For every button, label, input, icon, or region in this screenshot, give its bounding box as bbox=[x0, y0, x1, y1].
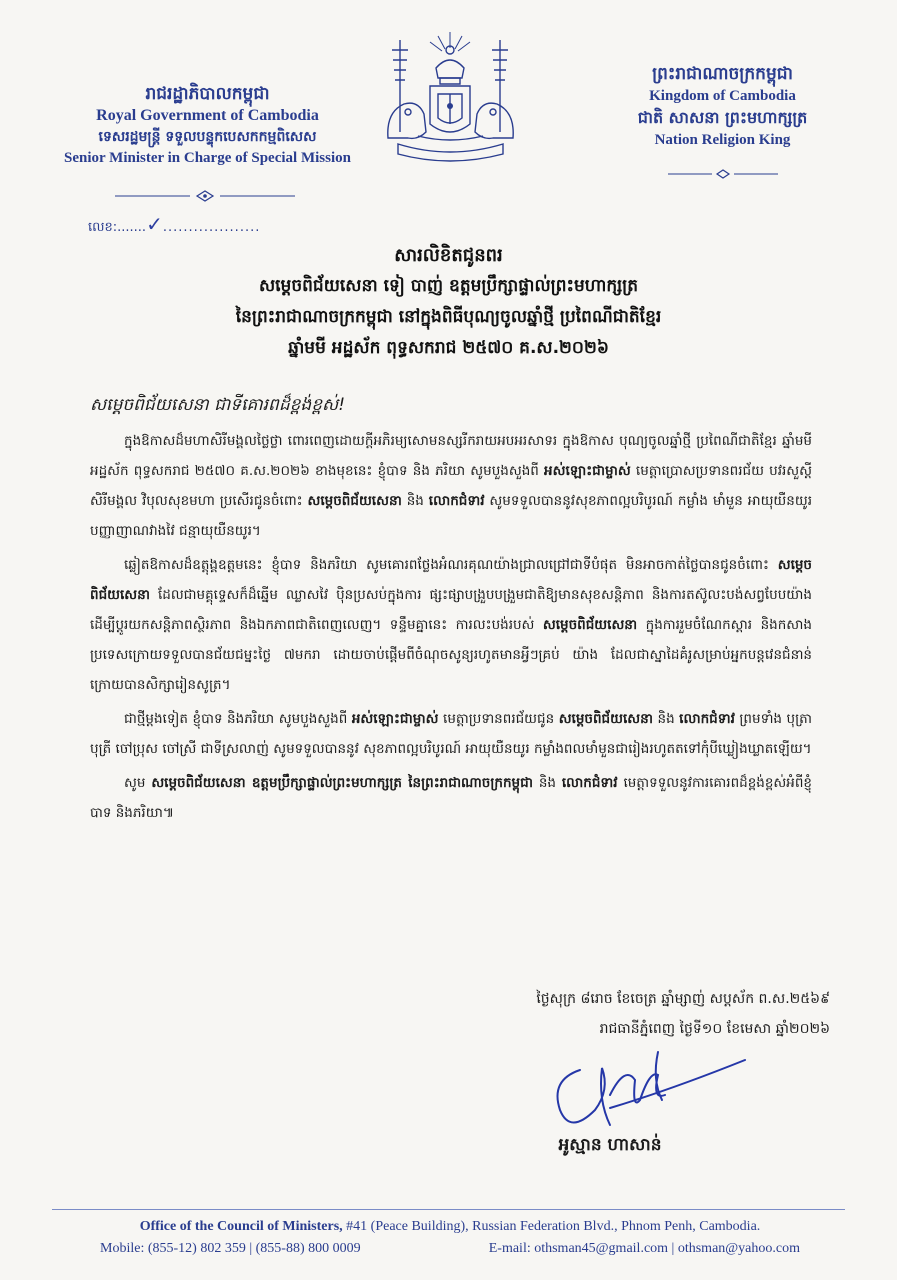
footer bbox=[70, 1216, 830, 1260]
p3-text: ជាថ្មីម្តងទៀត ខ្ញុំបាទ និងភរិយា សូមបួងសួងពី bbox=[124, 711, 352, 727]
paragraph-2 bbox=[90, 550, 812, 700]
ornament-divider-icon bbox=[668, 168, 778, 180]
title-line-4: ឆ្នាំមមី អដ្ឋស័ក ពុទ្ធសករាជ ២៥៧០ គ.ស.២០២៦ bbox=[288, 338, 609, 358]
kh-government-title: រាជរដ្ឋាភិបាលកម្ពុជា bbox=[145, 84, 270, 104]
footer-address-text: #41 (Peace Building), Russian Federation Blvd., Phnom Penh, Cambodia. bbox=[342, 1219, 761, 1234]
p3-text: មេត្តាប្រទានពរជ័យជូន bbox=[438, 711, 559, 727]
p3-emphasis: អស់ឡោះជាម្ចាស់ bbox=[351, 711, 439, 727]
date-block bbox=[440, 984, 830, 1044]
p4-text: មេត្តាទទួលនូវការគោរពដ៏ខ្ពង់ខ្ពស់អំពីខ្ញុំបាទ និងភរិយា៕ bbox=[90, 775, 812, 821]
p4-text: សូម bbox=[124, 775, 152, 791]
title-line-3: នៃព្រះរាជាណាចក្រកម្ពុជា នៅក្នុងពិធីបុណ្យចូលឆ្នាំថ្មី ប្រពៃណីជាតិខ្មែរ bbox=[235, 307, 662, 327]
p3-text: ព្រមទាំង បុត្រា បុត្រី ចៅប្រុស ចៅស្រី ជាទីស្រលាញ់ សូមទទួលបាននូវ សុខភាពល្អបរិបូរណ៍ អាយុយឺនយូរ កម្លាំងពលមាំមួនជារៀងរហូតតទៅកុំបីឃ្លៀងឃ្លាតឡើយ។ bbox=[90, 711, 812, 757]
p2-text: ដែលជាមគ្គុទ្ទេសក៏ដ៏ឆ្នើម ឈ្លាសវៃ ប៉ិនប្រសប់ក្នុងការ ផ្សះផ្សាបង្រួបបង្រួមជាតិឱ្យមានសុខសន្តិភាព និងការតស៊ូលះបង់សព្វបែបយ៉ាងដើម្បីប្តូរយកសន្តិភាពស្ថិរភាព និងឯកភាពជាតិពេញលេញ។ ទន្ទឹមគ្នានេះ ការលះបង់របស់ bbox=[90, 587, 812, 633]
letterhead-right bbox=[590, 62, 855, 150]
p3-emphasis: សម្តេចពិជ័យសេនា bbox=[558, 711, 653, 727]
letter-title bbox=[90, 240, 807, 364]
reference-check-mark: ✓ bbox=[146, 212, 163, 236]
title-line-1: សារលិខិតជូនពរ bbox=[394, 245, 503, 266]
en-national-motto: Nation Religion King bbox=[654, 132, 791, 148]
paragraph-3 bbox=[90, 704, 812, 764]
en-government-title: Royal Government of Cambodia bbox=[96, 107, 319, 124]
place-and-date: រាជធានីភ្នំពេញ ថ្ងៃទី១០ ខែមេសា ឆ្នាំ២០២៦ bbox=[599, 1021, 830, 1037]
p1-emphasis: លោកជំទាវ bbox=[428, 493, 485, 509]
p4-text: និង bbox=[532, 775, 562, 791]
salutation: សម្តេចពិជ័យសេនា ជាទីគោរពដ៏ខ្ពង់ខ្ពស់! bbox=[90, 395, 346, 415]
kh-office-title: ទេសរដ្ឋមន្ត្រី ទទួលបន្ទុកបេសកកម្មពិសេស bbox=[98, 129, 317, 145]
footer-email: E-mail: othsman45@gmail.com | othsman@yahoo.com bbox=[488, 1241, 800, 1256]
letterhead-left bbox=[30, 82, 385, 168]
p2-text: ក្នុងការរួមចំណែកស្តារ និងកសាងប្រទេសក្រោយទទួលបានជ័យជម្នះថ្ងៃ ៧មករា ដោយចាប់ផ្តើមពីចំណុចសូន្យរហូតមានអ្វីៗគ្រប់ យ៉ាង ដែលជាស្នាដៃគំរូសម្រាប់អ្នកបន្តវេនជំនាន់ក្រោយបានសិក្សារៀនសូត្រ។ bbox=[90, 617, 812, 693]
p1-emphasis: សម្តេចពិជ័យសេនា bbox=[307, 493, 402, 509]
p3-emphasis: លោកជំទាវ bbox=[679, 711, 735, 727]
p1-text: និង bbox=[401, 493, 429, 509]
p3-text: និង bbox=[652, 711, 680, 727]
paragraph-4 bbox=[90, 768, 812, 828]
en-office-title: Senior Minister in Charge of Special Mission bbox=[64, 150, 351, 166]
en-kingdom-title: Kingdom of Cambodia bbox=[649, 88, 796, 104]
kh-kingdom-title: ព្រះរាជាណាចក្រកម្ពុជា bbox=[652, 64, 793, 84]
p2-text: ឆ្លៀតឱកាសដ៏ឧត្តុង្គឧត្តមនេះ ខ្ញុំបាទ និងភរិយា សូមគោរពថ្លែងអំណរគុណយ៉ាងជ្រាលជ្រៅជាទីបំផុត មិនអាចកាត់ថ្លៃបានជូនចំពោះ bbox=[124, 557, 778, 573]
paragraph-1 bbox=[90, 426, 812, 546]
title-line-2: សម្តេចពិជ័យសេនា ទៀ បាញ់ ឧត្តមប្រឹក្សាផ្ទាល់ព្រះមហាក្សត្រ bbox=[258, 276, 639, 296]
royal-coat-of-arms-icon bbox=[378, 28, 523, 168]
signer-name: អូស្មាន ហាសាន់ bbox=[558, 1135, 662, 1155]
footer-contacts bbox=[70, 1238, 830, 1260]
p2-emphasis: សម្តេចពិជ័យសេនា bbox=[90, 557, 812, 603]
kh-national-motto: ជាតិ សាសនា ព្រះមហាក្សត្រ bbox=[637, 108, 808, 127]
p4-emphasis: សម្តេចពិជ័យសេនា ឧត្តមប្រឹក្សាផ្ទាល់ព្រះមហាក្សត្រ នៃព្រះរាជាណាចក្រកម្ពុជា bbox=[151, 775, 533, 791]
footer-address bbox=[70, 1216, 830, 1238]
p1-text: មេត្តាប្រោសប្រទានពរជ័យ បវរសួស្តី សិរីមង្គល វិបុលសុខមហា ប្រសើរជូនចំពោះ bbox=[90, 463, 812, 509]
reference-label: លេខ:....... bbox=[88, 220, 147, 235]
footer-mobile: Mobile: (855-12) 802 359 | (855-88) 800 0009 bbox=[100, 1241, 361, 1256]
p2-emphasis: សម្តេចពិជ័យសេនា bbox=[542, 617, 638, 633]
p1-emphasis: អស់ឡោះជាម្ចាស់ bbox=[544, 463, 631, 479]
p4-emphasis: លោកជំទាវ bbox=[561, 775, 618, 791]
reference-dots: ................... bbox=[162, 220, 261, 235]
letter-body bbox=[90, 426, 812, 832]
p1-text: ក្នុងឱកាសដ៏មហាសិរីមង្គលថ្លៃថ្លា ពោរពេញដោយក្តីអភិរម្យសោមនស្សរីករាយអបអរសាទរ ក្នុងឱកាស បុណ្យចូលឆ្នាំថ្មី ប្រពៃណីជាតិខ្មែរ ឆ្នាំមមី អដ្ឋស័ក ពុទ្ធសករាជ ២៥៧០ គ.ស.២០២៦ ខាងមុខនេះ ខ្ញុំបាទ និង ភរិយា សូមបួងសួងពី bbox=[90, 433, 812, 479]
ornament-divider-icon bbox=[115, 189, 295, 203]
reference-number bbox=[88, 212, 260, 238]
footer-divider bbox=[52, 1209, 845, 1210]
footer-office-name: Office of the Council of Ministers, bbox=[139, 1219, 343, 1234]
p1-text: សូមទទួលបាននូវសុខភាពល្អបរិបូរណ៍ កម្លាំង មាំមួន អាយុយឺនយូរ បញ្ញាញាណវាងវៃ ជន្មាយុយឺនយូរ។ bbox=[90, 493, 812, 539]
lunar-date: ថ្ងៃសុក្រ ៨រោច ខែចេត្រ ឆ្នាំម្សាញ់ សប្តស័ក ព.ស.២៥៦៩ bbox=[536, 991, 830, 1007]
